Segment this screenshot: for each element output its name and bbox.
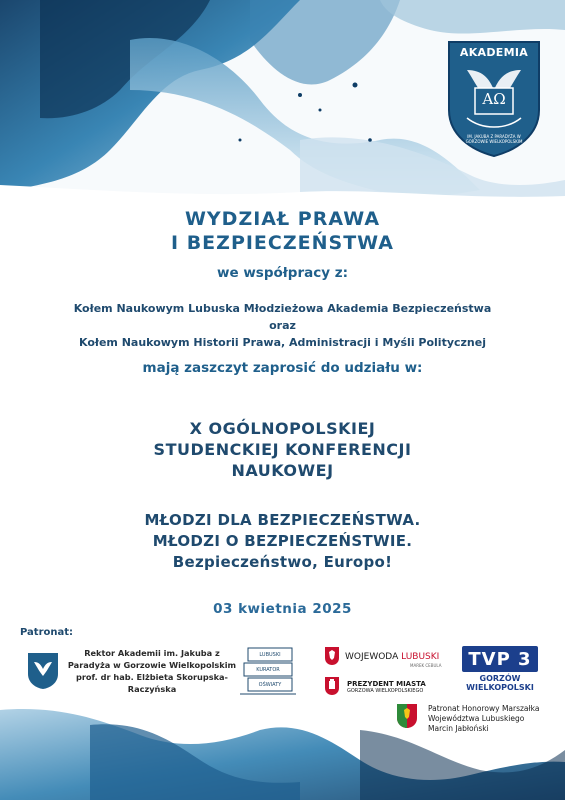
- mayor-line1: PREZYDENT MIASTA: [347, 680, 426, 688]
- rector-line2: Paradyża w Gorzowie Wielkopolskim: [67, 660, 237, 670]
- partner-first: Kołem Naukowym Lubuska Młodzieżowa Akademia Bezpieczeństwa: [73, 302, 492, 315]
- motto-line3: Bezpieczeństwo, Europo!: [172, 553, 393, 571]
- kurator-line1: LUBUSKI: [259, 652, 281, 658]
- kurator-line2: KURATOR: [256, 667, 280, 673]
- partner-list: [0, 300, 565, 351]
- conference-date: 03 kwietnia 2025: [213, 601, 352, 617]
- invitation-text: mają zaszczyt zaprosić do udziału w:: [142, 360, 423, 376]
- cooperation-label: we współpracy z:: [217, 265, 348, 281]
- tvp3-region: [462, 674, 538, 692]
- conference-motto: [0, 510, 565, 573]
- tvp3-logo: [462, 646, 538, 672]
- partner-conjunction: oraz: [269, 319, 296, 332]
- alpha-omega-icon: AΩ: [482, 90, 506, 108]
- conference-title: [0, 418, 565, 481]
- conference-title-line3: NAUKOWEJ: [231, 461, 334, 480]
- marshal-line3: Marcin Jabłoński: [428, 724, 489, 733]
- faculty-title-line1: WYDZIAŁ PRAWA: [184, 208, 381, 230]
- patronage-label: Patronat:: [20, 627, 74, 638]
- tvp3-logo-text: TVP 3: [468, 649, 532, 670]
- marshal-patronage: [428, 704, 539, 734]
- rector-line4: Raczyńska: [127, 684, 177, 694]
- logo-subtitle: IM. JAKUBA Z PARADYŻA W GORZOWIE WIELKOPOLSKIM: [465, 134, 523, 144]
- wojewoda-name: MAREK CEBULA: [410, 663, 442, 668]
- kurator-logo: [236, 644, 302, 699]
- faculty-title: [0, 207, 565, 255]
- kurator-line3: OŚWIATY: [258, 682, 282, 688]
- rector-patronage: [62, 647, 242, 695]
- academy-logo: [447, 40, 541, 158]
- conference-title-line1: X OGÓLNOPOLSKIEJ: [189, 419, 376, 438]
- motto-line1: MŁODZI DLA BEZPIECZEŃSTWA.: [144, 511, 421, 529]
- city-coat-of-arms-icon: [324, 676, 340, 696]
- logo-title: AKADEMIA: [459, 46, 529, 59]
- lubuskie-coat-of-arms-icon: [396, 703, 418, 729]
- polish-eagle-emblem-icon: [324, 646, 340, 666]
- partner-second: Kołem Naukowym Historii Prawa, Administracji i Myśli Politycznej: [79, 336, 486, 349]
- marshal-line1: Patronat Honorowy Marszałka: [428, 704, 540, 713]
- marshal-line2: Województwa Lubuskiego: [428, 714, 525, 723]
- mayor-line2: GORZOWA WIELKOPOLSKIEGO: [347, 688, 424, 694]
- wojewoda-word: WOJEWODA: [345, 652, 399, 662]
- wojewoda-label: [345, 652, 439, 662]
- tvp3-region-line1: GORZÓW: [479, 674, 521, 683]
- wojewoda-region: LUBUSKI: [401, 652, 440, 662]
- rector-line3: prof. dr hab. Elżbieta Skorupska-: [76, 672, 228, 682]
- motto-line2: MŁODZI O BEZPIECZEŃSTWIE.: [152, 532, 413, 550]
- academy-small-logo-icon: [27, 652, 59, 690]
- conference-title-line2: STUDENCKIEJ KONFERENCJI: [153, 440, 412, 459]
- faculty-title-line2: I BEZPIECZEŃSTWA: [171, 232, 394, 254]
- rector-line1: Rektor Akademii im. Jakuba z: [84, 648, 220, 658]
- tvp3-region-line2: WIELKOPOLSKI: [466, 683, 534, 692]
